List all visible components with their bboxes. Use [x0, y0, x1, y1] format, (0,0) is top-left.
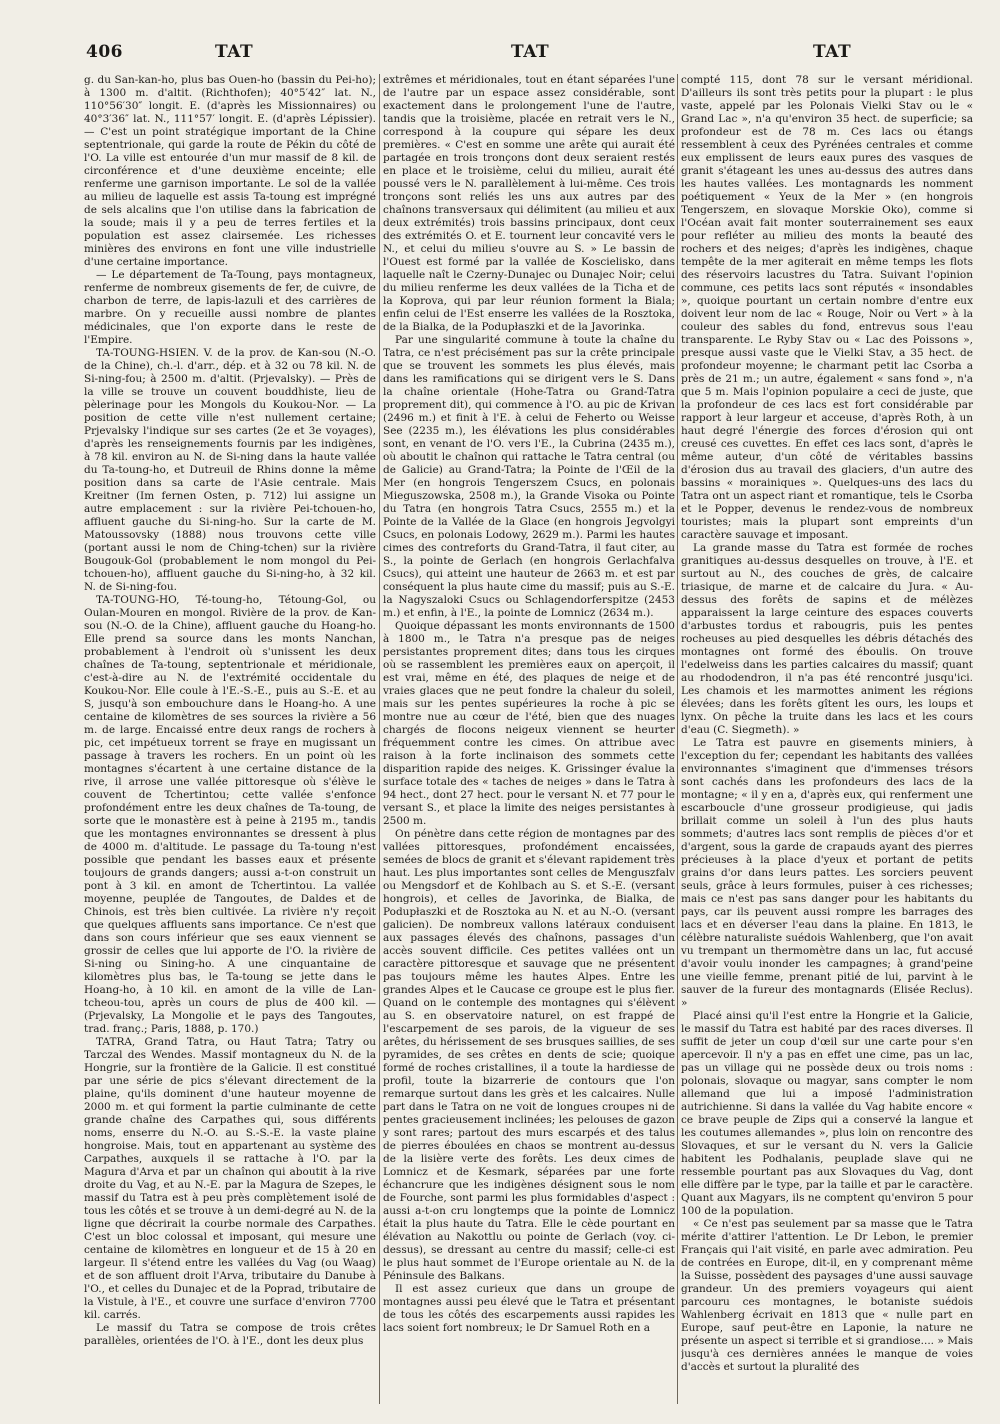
- paragraph: extrêmes et méridionales, tout en étant séparées l'une de l'autre par un espace assez considérable, sont exactement dans le prolongement l'une de l'autre, tandis que la troisième, placée en retrait vers le N., correspond à la coupure qui sépare les deux premières. « C'est en somme une arête qui aurait été partagée en trois tronçons dont deux seraient restés en place et le troisième, celui du milieu, aurait été poussé vers le N. parallèlement à lui-même. Ces trois tronçons sont reliés les uns aux autres par des chaînons transversaux qui délimitent (au milieu et aux deux extrémités) trois bassins principaux, dont ceux des extrémités O. et E. tournent leur concavité vers le N., et celui du milieu s'ouvre au S. » Le bassin de l'Ouest est formé par la vallée de Koscielisko, dans laquelle naît le Czerny-Dunajec ou Dunajec Noir; celui du milieu renferme les deux vallées de la Ticha et de la Koprova, qui par leur réunion forment la Biala; enfin celui de l'Est enserre les vallées de la Rosztoka, de la Bialka, de la Podupłaszki et de la Javorinka.: [383, 74, 675, 333]
- paragraph: « Ce n'est pas seulement par sa masse que le Tatra mérite d'attirer l'attention. Le Dr Lebon, le premier Français qui l'ait visité, en parle avec admiration. Peu de contrées en Europe, dit-il, en y comprenant même la Suisse, possèdent des paysages d'une aussi sauvage grandeur. Un des premiers voyageurs qui aient parcouru ces montagnes, le botaniste suédois Wahlenberg écrivait en 1813 que « nulle part en Europe, sauf peut-être en Laponie, la nature ne présente un aspect si terrible et si grandiose.... » Mais jusqu'à ces dernières années le manque de voies d'accès et surtout la pluralité des: [681, 1218, 973, 1373]
- paragraph: Le massif du Tatra se compose de trois crêtes parallèles, orientées de l'O. à l'E., dont les deux plus: [84, 1322, 376, 1347]
- running-head-right: TAT: [813, 42, 852, 62]
- text-column-3: [681, 74, 973, 1404]
- paragraph: — Le département de Ta-Toung, pays montagneux, renferme de nombreux gisements de fer, de cuivre, de charbon de terre, de lapis-lazuli et des carrières de marbre. On y recueille aussi nombre de plantes médicinales, que l'on exporte dans le reste de l'Empire.: [84, 269, 376, 346]
- paragraph: La grande masse du Tatra est formée de roches granitiques au-dessus desquelles on trouve, à l'E. et surtout au N., des couches de grès, de calcaire triasique, de marne et de calcaire du Jura. « Au-dessus des forêts de sapins et de mélèzes apparaissent la large ceinture des espaces couverts d'arbustes tordus et rabougris, puis les pentes rocheuses au pied desquelles les débris détachés des montagnes ont formé des éboulis. On trouve l'edelweiss dans les parties calcaires du massif; quant au rhododendron, il n'a pas été rencontré jusqu'ici. Les chamois et les marmottes animent les régions élevées; dans les forêts gîtent les ours, les loups et lynx. On pêche la truite dans les lacs et les cours d'eau (C. Siegmeth). »: [681, 542, 973, 736]
- text-column-1: [84, 74, 376, 1404]
- entry-ta-toung-ho: TA-TOUNG-HO, Té-toung-ho, Tétoung-Gol, ou Oulan-Mouren en mongol. Rivière de la prov. de Kan-sou (N.-O. de la Chine), affluent gauche du Hoang-ho. Elle prend sa source dans les monts Nanchan, probablement à l'endroit où s'unissent les deux chaînes de Ta-toung, septentrionale et méridionale, c'est-à-dire au N. de l'extrémité occidentale du Koukou-Nor. Elle coule à l'E.-S.-E., puis au S.-E. et au S, jusqu'à son embouchure dans le Hoang-ho. A une centaine de kilomètres de ses sources la rivière a 56 m. de large. Encaissé entre deux rangs de rochers à pic, cet impétueux torrent se fraye en mugissant un passage à travers les rochers. En un point où les montagnes s'écartent à une certaine distance de la rive, il arrose une vallée pittoresque où s'élève le couvent de Tchertintou; cette vallée s'enfonce profondément entre les deux chaînes de Ta-toung, de sorte que le monastère est à peine à 2195 m., tandis que les montagnes environnantes se dressent à plus de 4000 m. d'altitude. Le passage du Ta-toung n'est possible que pendant les basses eaux et présente toujours de grands dangers; aussi a-t-on construit un pont à 3 kil. en amont de Tchertintou. La vallée moyenne, peuplée de Tangoutes, de Daldes et de Chinois, est très bien cultivée. La rivière n'y reçoit que quelques affluents sans importance. Ce n'est que dans son cours inférieur que ses eaux viennent se grossir de celles que lui apporte de l'O. la rivière de Si-ning ou Sining-ho. A une cinquantaine de kilomètres plus bas, le Ta-toung se jette dans le Hoang-ho, à 10 kil. en amont de la ville de Lan-tcheou-tou, après un cours de plus de 400 kil. — (Prjevalsky, La Mongolie et le pays des Tangoutes, trad. franç.; Paris, 1888, p. 170.): [84, 594, 376, 1035]
- paragraph: Par une singularité commune à toute la chaîne du Tatra, ce n'est précisément pas sur la crête principale que se trouvent les sommets les plus élevés, mais dans les ramifications qui se dirigent vers le S. Dans la chaîne orientale (Hohe-Tatra ou Grand-Tatra proprement dit), qui commence à l'O. au pic de Krivan (2496 m.) et finit à l'E. à celui de Feherto ou Weisse See (2235 m.), les élévations les plus considérables sont, en venant de l'O. vers l'E., la Cubrina (2435 m.), où aboutit le chaînon qui rattache le Tatra central (ou de Galicie) au Grand-Tatra; la Pointe de l'Œil de la Mer (en hongrois Tengerszem Csucs, en polonais Mieguszowska, 2508 m.), la Grande Visoka ou Pointe du Tatra (en hongrois Tatra Csucs, 2555 m.) et la Pointe de la Vallée de la Glace (en hongrois Jegvolgyi Csucs, en polonais Lodowy, 2629 m.). Parmi les hautes cimes des contreforts du Grand-Tatra, il faut citer, au S., la pointe de Gerlach (en hongrois Gerlachfalva Csucs), qui atteint une hauteur de 2663 m. et est par conséquent la plus haute cime du massif; puis au S.-E. la Nagyszaloki Csucs ou Schlagendorferspitze (2453 m.) et enfin, à l'E., la pointe de Lomnicz (2634 m.).: [383, 334, 675, 619]
- paragraph: Placé ainsi qu'il l'est entre la Hongrie et la Galicie, le massif du Tatra est habité par des races diverses. Il suffit de jeter un coup d'œil sur une carte pour s'en apercevoir. Il n'y a pas en effet une cime, pas un lac, pas un village qui ne possède deux ou trois noms : polonais, slovaque ou magyar, sans compter le nom allemand que lui a imposé l'administration autrichienne. Si dans la vallée du Vag habite encore « ce brave peuple de Zips qui a conservé la langue et les coutumes allemandes », plus loin on rencontre des Slovaques, et sur le versant du N. vers la Galicie habitent les Podhalanis, peuplade slave qui ne ressemble pourtant pas aux Slovaques du Vag, dont elle diffère par le type, par la taille et par le caractère. Quant aux Magyars, ils ne comptent qu'environ 5 pour 100 de la population.: [681, 1010, 973, 1217]
- paragraph: Le Tatra est pauvre en gisements miniers, à l'exception du fer; cependant les habitants des vallées environnantes s'imaginent que d'immenses trésors sont cachés dans les profondeurs des lacs de la montagne; « il y en a, d'après eux, qui renferment une escarboucle d'une grosseur prodigieuse, qui jadis brillait comme un soleil à l'un des plus hauts sommets; d'autres lacs sont remplis de pièces d'or et d'argent, sous la garde de crapauds ayant des pierres précieuses à la place d'yeux et portant de petits grains d'or dans leurs pattes. Les sorciers peuvent seuls, grâce à leurs formules, puiser à ces richesses; mais ce n'est pas sans danger pour les habitants du pays, car ils peuvent aussi rompre les barrages des lacs et en déverser l'eau dans la plaine. En 1813, le célèbre naturaliste suédois Wahlenberg, que l'on avait vu trempant un thermomètre dans un lac, fut accusé d'avoir voulu inonder les campagnes; à grand'peine une vieille femme, prenant pitié de lui, parvint à le sauver de la fureur des montagnards (Elisée Reclus). »: [681, 737, 973, 1009]
- column-divider: [379, 74, 380, 1404]
- page-number: 406: [86, 42, 123, 62]
- entry-tatra: TATRA, Grand Tatra, ou Haut Tatra; Tatry ou Tarczal des Wendes. Massif montagneux du N. de la Hongrie, sur la frontière de la Galicie. Il est constitué par une série de pics s'élevant directement de la plaine, qu'ils dominent d'une hauteur moyenne de 2000 m. et qui forment la partie culminante de cette grande chaîne des Carpathes qui, sous différents noms, enserre du N.-O. au S.-S.-E. la vaste plaine hongroise. Mais, tout en appartenant au système des Carpathes, auxquels il se rattache à l'O. par la Magura d'Arva et par un chaînon qui aboutit à la rive droite du Vag, et au N.-E. par la Magura de Szepes, le massif du Tatra est à peu près complètement isolé de tous les côtés et se trouve à un demi-degré au N. de la ligne que décrirait la courbe normale des Carpathes. C'est un bloc colossal et imposant, qui mesure une centaine de kilomètres en longueur et de 15 à 20 en largeur. Il s'étend entre les vallées du Vag (ou Waag) et de son affluent droit l'Arva, tributaire du Danube à l'O., et celles du Dunajec et de la Poprad, tributaire de la Vistule, à l'E., et couvre une surface d'environ 7700 kil. carrés.: [84, 1036, 376, 1321]
- running-head-left: TAT: [215, 42, 254, 62]
- entry-ta-toung-hsien: TA-TOUNG-HSIEN. V. de la prov. de Kan-sou (N.-O. de la Chine), ch.-l. d'arr., dép. et à 32 ou 78 kil. N. de Si-ning-fou; à 2500 m. d'altit. (Prjevalsky). — Près de la ville se trouve un couvent bouddhiste, lieu de pèlerinage pour les Mongols du Koukou-Nor. — La position de cette ville n'est nullement certaine; Prjevalsky l'indique sur ses cartes (2e et 3e voyages), d'après les renseignements fournis par les indigènes, à 78 kil. environ au N. de Si-ning dans la haute vallée du Ta-toung-ho, et Dutreuil de Rhins donne la même position dans sa carte de l'Asie centrale. Mais Kreitner (Im fernen Osten, p. 712) lui assigne un autre emplacement : sur la rivière Pei-tchouen-ho, affluent gauche du Si-ning-ho. Sur la carte de M. Matoussovsky (1888) nous trouvons cette ville (portant aussi le nom de Ching-tchen) sur la rivière Bougouk-Gol (probablement le nom mongol du Pei-tchouen-ho), affluent gauche du Si-ning-ho, à 32 kil. N. de Si-ning-fou.: [84, 347, 376, 593]
- paragraph: g. du San-kan-ho, plus bas Ouen-ho (bassin du Pei-ho); à 1300 m. d'altit. (Richthofen); 40°5′42″ lat. N., 110°56′30″ longit. E. (d'après les Missionnaires) ou 40°3′36″ lat. N., 111°57′ longit. E. (d'après Lépissier). — C'est un point stratégique important de la Chine septentrionale, qui garde la route de Pékin du côté de l'O. La ville est entourée d'un mur massif de 8 kil. de circonférence et d'une deuxième enceinte; elle renferme une garnison importante. Le sol de la vallée au milieu de laquelle est assis Ta-toung est imprégné de sels alcalins que l'on utilise dans la fabrication de la soude; mais il y a peu de terres fertiles et la population est assez clairsemée. Les richesses minières des environs en font une ville industrielle d'une certaine importance.: [84, 74, 376, 268]
- paragraph: On pénètre dans cette région de montagnes par des vallées pittoresques, profondément encaissées, semées de blocs de granit et s'élevant rapidement très haut. Les plus importantes sont celles de Menguszfalv ou Mengsdorf et de Kohlbach au S. et S.-E. (versant hongrois), et celles de Javorinka, de Bialka, de Podupłaszki et de Rosztoka au N. et au N.-O. (versant galicien). De nombreux vallons latéraux conduisent aux passages élevés des chaînons, passages d'un accès souvent difficile. Ces petites vallées ont un caractère pittoresque et sauvage que ne présentent pas toujours même les hautes Alpes. Entre les grandes Alpes et le Caucase ce groupe est le plus fier. Quand on le contemple des montagnes qui s'élèvent au S. en observatoire naturel, on est frappé de l'escarpement de ses parois, de la vigueur de ses arêtes, du hérissement de ses brusques saillies, de ses pyramides, de ses crêtes en dents de scie; quoique formé de roches cristallines, il a toute la hardiesse de profil, toute la bizarrerie de contours que l'on remarque surtout dans les grès et les calcaires. Nulle part dans le Tatra on ne voit de longues croupes ni de pentes gracieusement inclinées; les pelouses de gazon y sont rares; partout des murs escarpés et des talus de pierres éboulées en chaos se montrent au-dessus de la lisière verte des forêts. Les deux cimes de Lomnicz et de Kesmark, séparées par une forte échancrure que les indigènes désignent sous le nom de Fourche, sont parmi les plus formidables d'aspect : aussi a-t-on cru longtemps que la pointe de Lomnicz était la plus haute du Tatra. Elle le cède pourtant en élévation au Nakottlu ou pointe de Gerlach (voy. ci-dessus), se dressant au centre du massif; celle-ci est le plus haut sommet de l'Europe orientale au N. de la Péninsule des Balkans.: [383, 828, 675, 1282]
- paragraph: compté 115, dont 78 sur le versant méridional. D'ailleurs ils sont très petits pour la plupart : le plus vaste, appelé par les Polonais Vielki Stav ou le « Grand Lac », n'a qu'environ 35 hect. de superficie; sa profondeur est de 78 m. Ces lacs ou étangs ressemblent à ceux des Pyrénées centrales et comme eux emplissent de leurs eaux pures des vasques de granit s'étageant les unes au-dessus des autres dans les hautes vallées. Les montagnards les nomment poétiquement « Yeux de la Mer » (en hongrois Tengerszem, en slovaque Morskie Oko), comme si l'Océan avait fait monter souterrainement ses eaux pour refléter au milieu des monts la beauté des rochers et des neiges; d'après les indigènes, chaque tempête de la mer agiterait en même temps les flots des réservoirs lacustres du Tatra. Suivant l'opinion commune, ces petits lacs sont réputés « insondables », quoique pourtant un certain nombre d'entre eux doivent leur nom de lac « Rouge, Noir ou Vert » à la couleur des sables du fond, entrevus sous l'eau transparente. Le Ryby Stav ou « Lac des Poissons », presque aussi vaste que le Vielki Stav, a 35 hect. de profondeur moyenne; le charmant petit lac Csorba a près de 21 m.; un autre, également « sans fond », n'a que 5 m. Mais l'opinion populaire a ceci de juste, que la profondeur de ces lacs est fort considérable par rapport à leur largeur et acceuse, d'après Roth, à un haut degré l'énergie des forces d'érosion qui ont creusé ces cuvettes. En effet ces lacs sont, d'après le même auteur, d'un côté de véritables bassins d'érosion dus au travail des glaciers, d'un autre des bassins « morainiques ». Quelques-uns des lacs du Tatra ont un aspect riant et romantique, tels le Csorba et le Popper, devenus le rendez-vous de nombreux touristes; mais la plupart sont empreints d'un caractère sauvage et imposant.: [681, 74, 973, 541]
- running-head-center: TAT: [511, 42, 550, 62]
- column-divider: [677, 74, 678, 1404]
- paragraph: Quoique dépassant les monts environnants de 1500 à 1800 m., le Tatra n'a presque pas de neiges persistantes proprement dites; dans tous les cirques où se rassemblent les premières eaux on aperçoit, il est vrai, même en été, des plaques de neige et de vraies glaces que ne peut fondre la chaleur du soleil, mais sur les pentes supérieures la roche à pic se montre nue au cœur de l'été, bien que des nuages chargés de flocons neigeux viennent se heurter fréquemment contre les cimes. On attribue avec raison à la forte inclinaison des sommets cette disparition rapide des neiges. K. Grissinger évalue la surface totale des « taches de neiges » dans le Tatra à 94 hect., dont 27 hect. pour le versant N. et 77 pour le versant S., et place la limite des neiges persistantes à 2500 m.: [383, 620, 675, 827]
- text-column-2: [383, 74, 675, 1404]
- paragraph: Il est assez curieux que dans un groupe de montagnes aussi peu élevé que le Tatra et présentant de tous les côtés des escarpements aussi rapides les lacs soient fort nombreux; le Dr Samuel Roth en a: [383, 1283, 675, 1334]
